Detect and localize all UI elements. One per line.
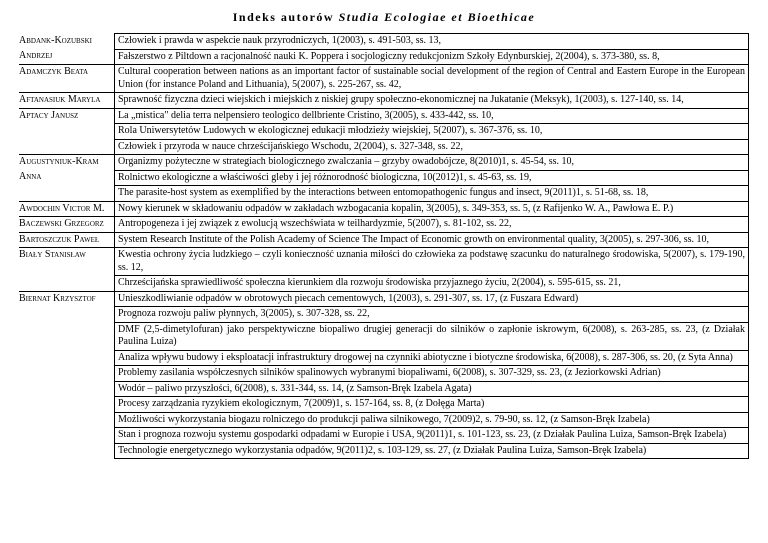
- table-row: [19, 291, 749, 307]
- publication-entry: Prognoza rozwoju paliw płynnych, 3(2005), s. 307-328, ss. 22,: [115, 307, 749, 323]
- publication-entry: Wodór – paliwo przyszłości, 6(2008), s. 331-344, ss. 14, (z Samson-Bręk Izabela Agata): [115, 381, 749, 397]
- title-prefix: Indeks autorów: [232, 10, 339, 24]
- author-name: [19, 397, 115, 413]
- publication-entry: Człowiek i prawda w aspekcie nauk przyrodniczych, 1(2003), s. 491-503, ss. 13,: [115, 34, 749, 50]
- publication-entry: Możliwości wykorzystania biogazu rolniczego do produkcji paliwa silnikowego, 7(2009)2, s. 79-90, ss. 12, (z Samson-Bręk Izabela): [115, 412, 749, 428]
- author-name: [19, 186, 115, 202]
- table-row: [19, 34, 749, 50]
- publication-entry: Problemy zasilania współczesnych silników spalinowych wybranymi biopaliwami, 6(2008), s. 307-329, ss. 23, (z Jeziorkowski Adrian): [115, 366, 749, 382]
- table-row: [19, 186, 749, 202]
- publication-entry: Procesy zarządzania ryzykiem ekologicznym, 7(2009)1, s. 157-164, ss. 8, (z Dołęga Marta): [115, 397, 749, 413]
- author-name: [19, 412, 115, 428]
- publication-entry: Chrześcijańska sprawiedliwość społeczna kierunkiem dla rozwoju środowiska przyjaznego życiu, 2(2004), s. 595-615, ss. 21,: [115, 276, 749, 292]
- table-row: [19, 350, 749, 366]
- publication-entry: DMF (2,5-dimetylofuran) jako perspektywiczne biopaliwo drugiej generacji do silników o zapłonie iskrowym, 6(2008), s. 263-285, ss. 23, (z Działak Paulina Luiza): [115, 322, 749, 350]
- author-name: [19, 381, 115, 397]
- author-name: [19, 276, 115, 292]
- table-row: [19, 155, 749, 171]
- publication-entry: The parasite-host system as exemplified by the interactions between entomopathogenic fungus and insect, 9(2011)1, s. 51-68, ss. 18,: [115, 186, 749, 202]
- publication-entry: Unieszkodliwianie odpadów w obrotowych piecach cementowych, 1(2003), s. 291-307, ss. 17, (z Fuszara Edward): [115, 291, 749, 307]
- author-index-table: [19, 33, 749, 459]
- author-name: Biernat Krzysztof: [19, 291, 115, 307]
- table-row: [19, 397, 749, 413]
- table-row: [19, 248, 749, 276]
- table-row: [19, 307, 749, 323]
- publication-entry: Człowiek i przyroda w nauce chrześcijańskiego Wschodu, 2(2004), s. 327-348, ss. 22,: [115, 139, 749, 155]
- table-row: [19, 412, 749, 428]
- author-name: [19, 443, 115, 459]
- publication-entry: System Research Institute of the Polish Academy of Science The Impact of Economic growth on environmental quality, 3(2005), s. 297-306, ss. 10,: [115, 232, 749, 248]
- author-name: [19, 366, 115, 382]
- table-row: [19, 65, 749, 93]
- table-row: [19, 217, 749, 233]
- table-row: [19, 443, 749, 459]
- author-index-body: [19, 34, 749, 459]
- author-name: [19, 124, 115, 140]
- publication-entry: Antropogeneza i jej związek z ewolucją wszechświata w teilhardyzmie, 5(2007), s. 81-102, ss. 22,: [115, 217, 749, 233]
- author-name: Awdochin Victor M.: [19, 201, 115, 217]
- table-row: [19, 108, 749, 124]
- author-name: [19, 139, 115, 155]
- table-row: [19, 93, 749, 109]
- table-row: [19, 428, 749, 444]
- table-row: [19, 276, 749, 292]
- table-row: [19, 232, 749, 248]
- author-name: Augustyniuk-Kram: [19, 155, 115, 171]
- table-row: [19, 170, 749, 186]
- author-name: [19, 307, 115, 323]
- author-name: Abdank-Kozubski: [19, 34, 115, 50]
- author-name: Andrzej: [19, 49, 115, 65]
- table-row: [19, 381, 749, 397]
- page-title: [0, 10, 768, 25]
- author-name: Biały Stanisław: [19, 248, 115, 276]
- table-row: [19, 201, 749, 217]
- publication-entry: Sprawność fizyczna dzieci wiejskich i miejskich z niskiej grupy społeczno-ekonomicznej na Jukatanie (Meksyk), 1(2003), s. 127-140, ss. 14,: [115, 93, 749, 109]
- publication-entry: Analiza wpływu budowy i eksploatacji infrastruktury drogowej na czynniki abiotyczne i biotyczne środowiska, 6(2008), s. 287-306, ss. 20, (z Syta Anna): [115, 350, 749, 366]
- publication-entry: Rolnictwo ekologiczne a właściwości gleby i jej różnorodność biologiczna, 10(2012)1, s. 45-63, ss. 19,: [115, 170, 749, 186]
- author-name: [19, 322, 115, 350]
- publication-entry: Cultural cooperation between nations as an important factor of sustainable social development of the region of Central and Eastern Europe in the European Union (for instance Poland and Lithuania), 5(2007), s. 225-267, ss. 42,: [115, 65, 749, 93]
- journal-name: Studia Ecologiae et Bioethicae: [338, 10, 536, 24]
- author-name: [19, 350, 115, 366]
- table-row: [19, 139, 749, 155]
- author-name: Aptacy Janusz: [19, 108, 115, 124]
- publication-entry: Nowy kierunek w składowaniu odpadów w zakładach wzbogacania kopalin, 3(2005), s. 349-353, ss. 5, (z Rafijenko W. A., Pawłowa E. P.): [115, 201, 749, 217]
- table-row: [19, 322, 749, 350]
- publication-entry: Technologie energetycznego wykorzystania odpadów, 9(2011)2, s. 103-129, ss. 27, (z Działak Paulina Luiza, Samson-Bręk Izabela): [115, 443, 749, 459]
- publication-entry: Organizmy pożyteczne w strategiach biologicznego zwalczania – grzyby owadobójcze, 8(2010)1, s. 45-54, ss. 10,: [115, 155, 749, 171]
- table-row: [19, 49, 749, 65]
- author-name: Bartoszczuk Paweł: [19, 232, 115, 248]
- author-name: Adamczyk Beata: [19, 65, 115, 93]
- author-name: Aftanasiuk Maryla: [19, 93, 115, 109]
- publication-entry: Kwestia ochrony życia ludzkiego – czyli konieczność uznania miłości do człowieka za podstawę szacunku do naturalnego środowiska, 5(2007), s. 179-190, ss. 12,: [115, 248, 749, 276]
- table-row: [19, 124, 749, 140]
- publication-entry: Stan i prognoza rozwoju systemu gospodarki odpadami w Europie i USA, 9(2011)1, s. 101-123, ss. 23, (z Działak Paulina Luiza, Samson-Bręk Izabela): [115, 428, 749, 444]
- author-name: Anna: [19, 170, 115, 186]
- publication-entry: Rola Uniwersytetów Ludowych w ekologicznej edukacji młodzieży wiejskiej, 5(2007), s. 367-376, ss. 10,: [115, 124, 749, 140]
- author-name: Baczewski Grzegorz: [19, 217, 115, 233]
- author-name: [19, 428, 115, 444]
- publication-entry: Fałszerstwo z Piltdown a racjonalność nauki K. Poppera i socjologiczny redukcjonizm Szkoły Edynburskiej, 2(2004), s. 373-380, ss. 8,: [115, 49, 749, 65]
- table-row: [19, 366, 749, 382]
- publication-entry: La „mistica" delia terra nelpensiero teologico dellbriente Cristino, 3(2005), s. 433-442, ss. 10,: [115, 108, 749, 124]
